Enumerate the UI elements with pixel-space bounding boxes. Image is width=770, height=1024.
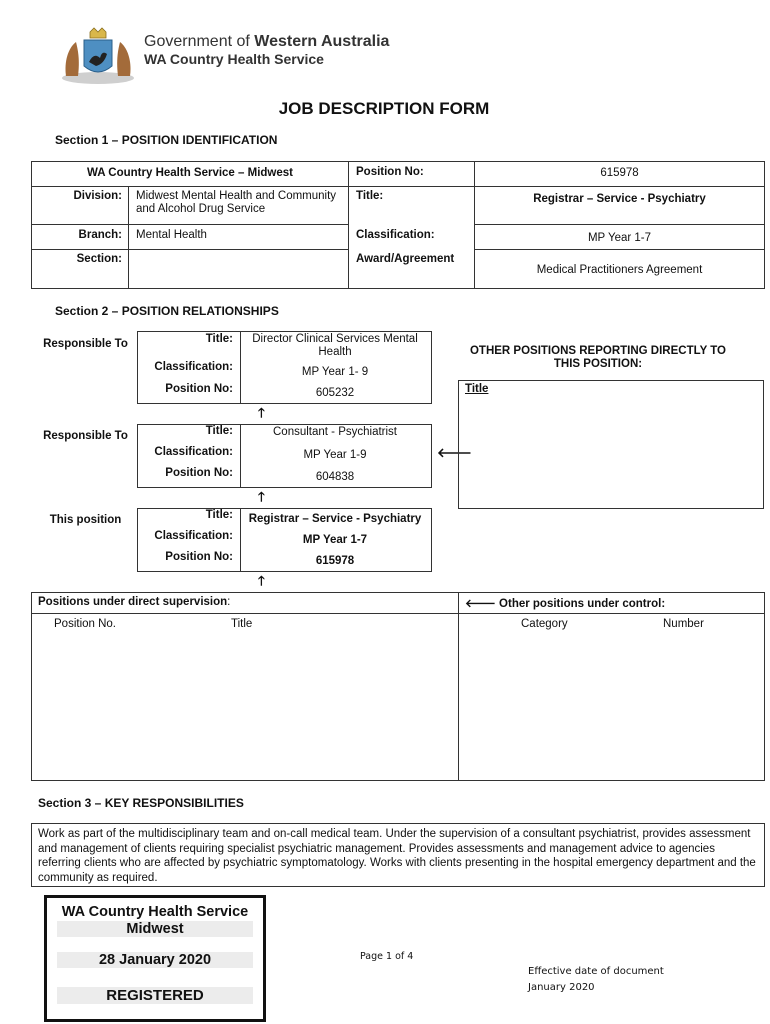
other-positions-title-col: Title <box>465 383 489 395</box>
direct-supervision-label: Positions under direct supervision: <box>38 596 231 608</box>
rel1-title-label: Title: <box>205 333 233 345</box>
effective-date-value: January 2020 <box>528 982 595 993</box>
division-label: Division: <box>73 190 122 202</box>
arrow-up-icon: 🡑 <box>258 489 265 504</box>
arrow-left-icon: 🡐 <box>465 598 496 610</box>
arrow-left-icon: 🡐 <box>437 445 472 460</box>
wa-crest-logo <box>58 26 138 86</box>
responsible-to-1: Responsible To <box>43 338 128 350</box>
rel2-posno-label: Position No: <box>165 467 233 479</box>
rel3-title: Registrar – Service - Psychiatry <box>248 513 422 525</box>
other-positions-box <box>458 380 764 509</box>
responsibilities-text: Work as part of the multidisciplinary team and on-call medical team. Under the supervision of a consultant psychiatrist, provides assessment and management of clients requiring specialist psychiatric management. Provides assessments and management advice to agencies referring clients who are affected by psychiatric symptomatology. Works with clients presenting in the hospital emergency department and the community as required. <box>38 828 756 884</box>
rel3-class-label: Classification: <box>154 530 233 542</box>
arrow-up-icon: 🡑 <box>258 405 265 420</box>
title-label: Title: <box>356 190 384 202</box>
page-title: JOB DESCRIPTION FORM <box>278 99 490 118</box>
section3-heading: Section 3 – KEY RESPONSIBILITIES <box>38 796 244 810</box>
org-name: WA Country Health Service – Midwest <box>87 167 293 179</box>
rel3-title-label: Title: <box>205 509 233 521</box>
classification-value: MP Year 1-7 <box>587 232 652 244</box>
rel1-title: Director Clinical Services Mental Health <box>252 333 418 358</box>
col-title: Title <box>231 618 253 630</box>
rel2-position-no: 604838 <box>315 471 355 483</box>
position-no-label: Position No: <box>356 166 424 178</box>
division-value: Midwest Mental Health and Community and Alcohol Drug Service <box>136 190 337 215</box>
position-no-value: 615978 <box>600 167 639 179</box>
award-label: Award/Agreement <box>356 253 455 265</box>
rel2-class-label: Classification: <box>154 446 233 458</box>
section-label: Section: <box>76 253 122 265</box>
stamp-date: 28 January 2020 <box>57 952 253 968</box>
award-value: Medical Practitioners Agreement <box>536 264 703 276</box>
page-number: Page 1 of 4 <box>360 951 414 962</box>
rel1-classification: MP Year 1- 9 <box>301 366 369 378</box>
rel3-posno-label: Position No: <box>165 551 233 563</box>
classification-label: Classification: <box>356 229 435 241</box>
responsible-to-2: Responsible To <box>43 430 128 442</box>
stamp-region: Midwest <box>57 921 253 937</box>
col-category: Category <box>521 618 568 630</box>
rel1-position-no: 605232 <box>315 387 355 399</box>
this-position: This position <box>49 514 122 526</box>
rel2-title: Consultant - Psychiatrist <box>273 426 397 438</box>
col-position-no: Position No. <box>54 618 117 630</box>
effective-date-label: Effective date of document <box>528 966 664 977</box>
arrow-up-icon: 🡑 <box>258 573 265 588</box>
rel2-classification: MP Year 1-9 <box>303 449 367 461</box>
rel3-classification: MP Year 1-7 <box>302 534 368 546</box>
branch-value: Mental Health <box>136 229 207 241</box>
rel1-posno-label: Position No: <box>165 383 233 395</box>
stamp-org: WA Country Health Service <box>61 904 249 920</box>
section2-heading: Section 2 – POSITION RELATIONSHIPS <box>55 304 279 318</box>
branch-label: Branch: <box>78 229 122 241</box>
other-under-control-label: 🡐 Other positions under control: <box>465 598 666 610</box>
rel1-class-label: Classification: <box>154 361 233 373</box>
rel2-title-label: Title: <box>205 425 233 437</box>
rel3-position-no: 615978 <box>315 555 355 567</box>
service-line: WA Country Health Service <box>144 51 324 67</box>
col-number: Number <box>663 618 704 630</box>
section1-heading: Section 1 – POSITION IDENTIFICATION <box>55 133 278 147</box>
stamp-status: REGISTERED <box>57 987 253 1004</box>
gov-line: Government of Western Australia <box>144 33 390 50</box>
other-positions-heading: OTHER POSITIONS REPORTING DIRECTLY TO THIS POSITION: <box>469 345 726 370</box>
title-value: Registrar – Service - Psychiatry <box>533 193 706 205</box>
supervision-table <box>31 592 765 781</box>
